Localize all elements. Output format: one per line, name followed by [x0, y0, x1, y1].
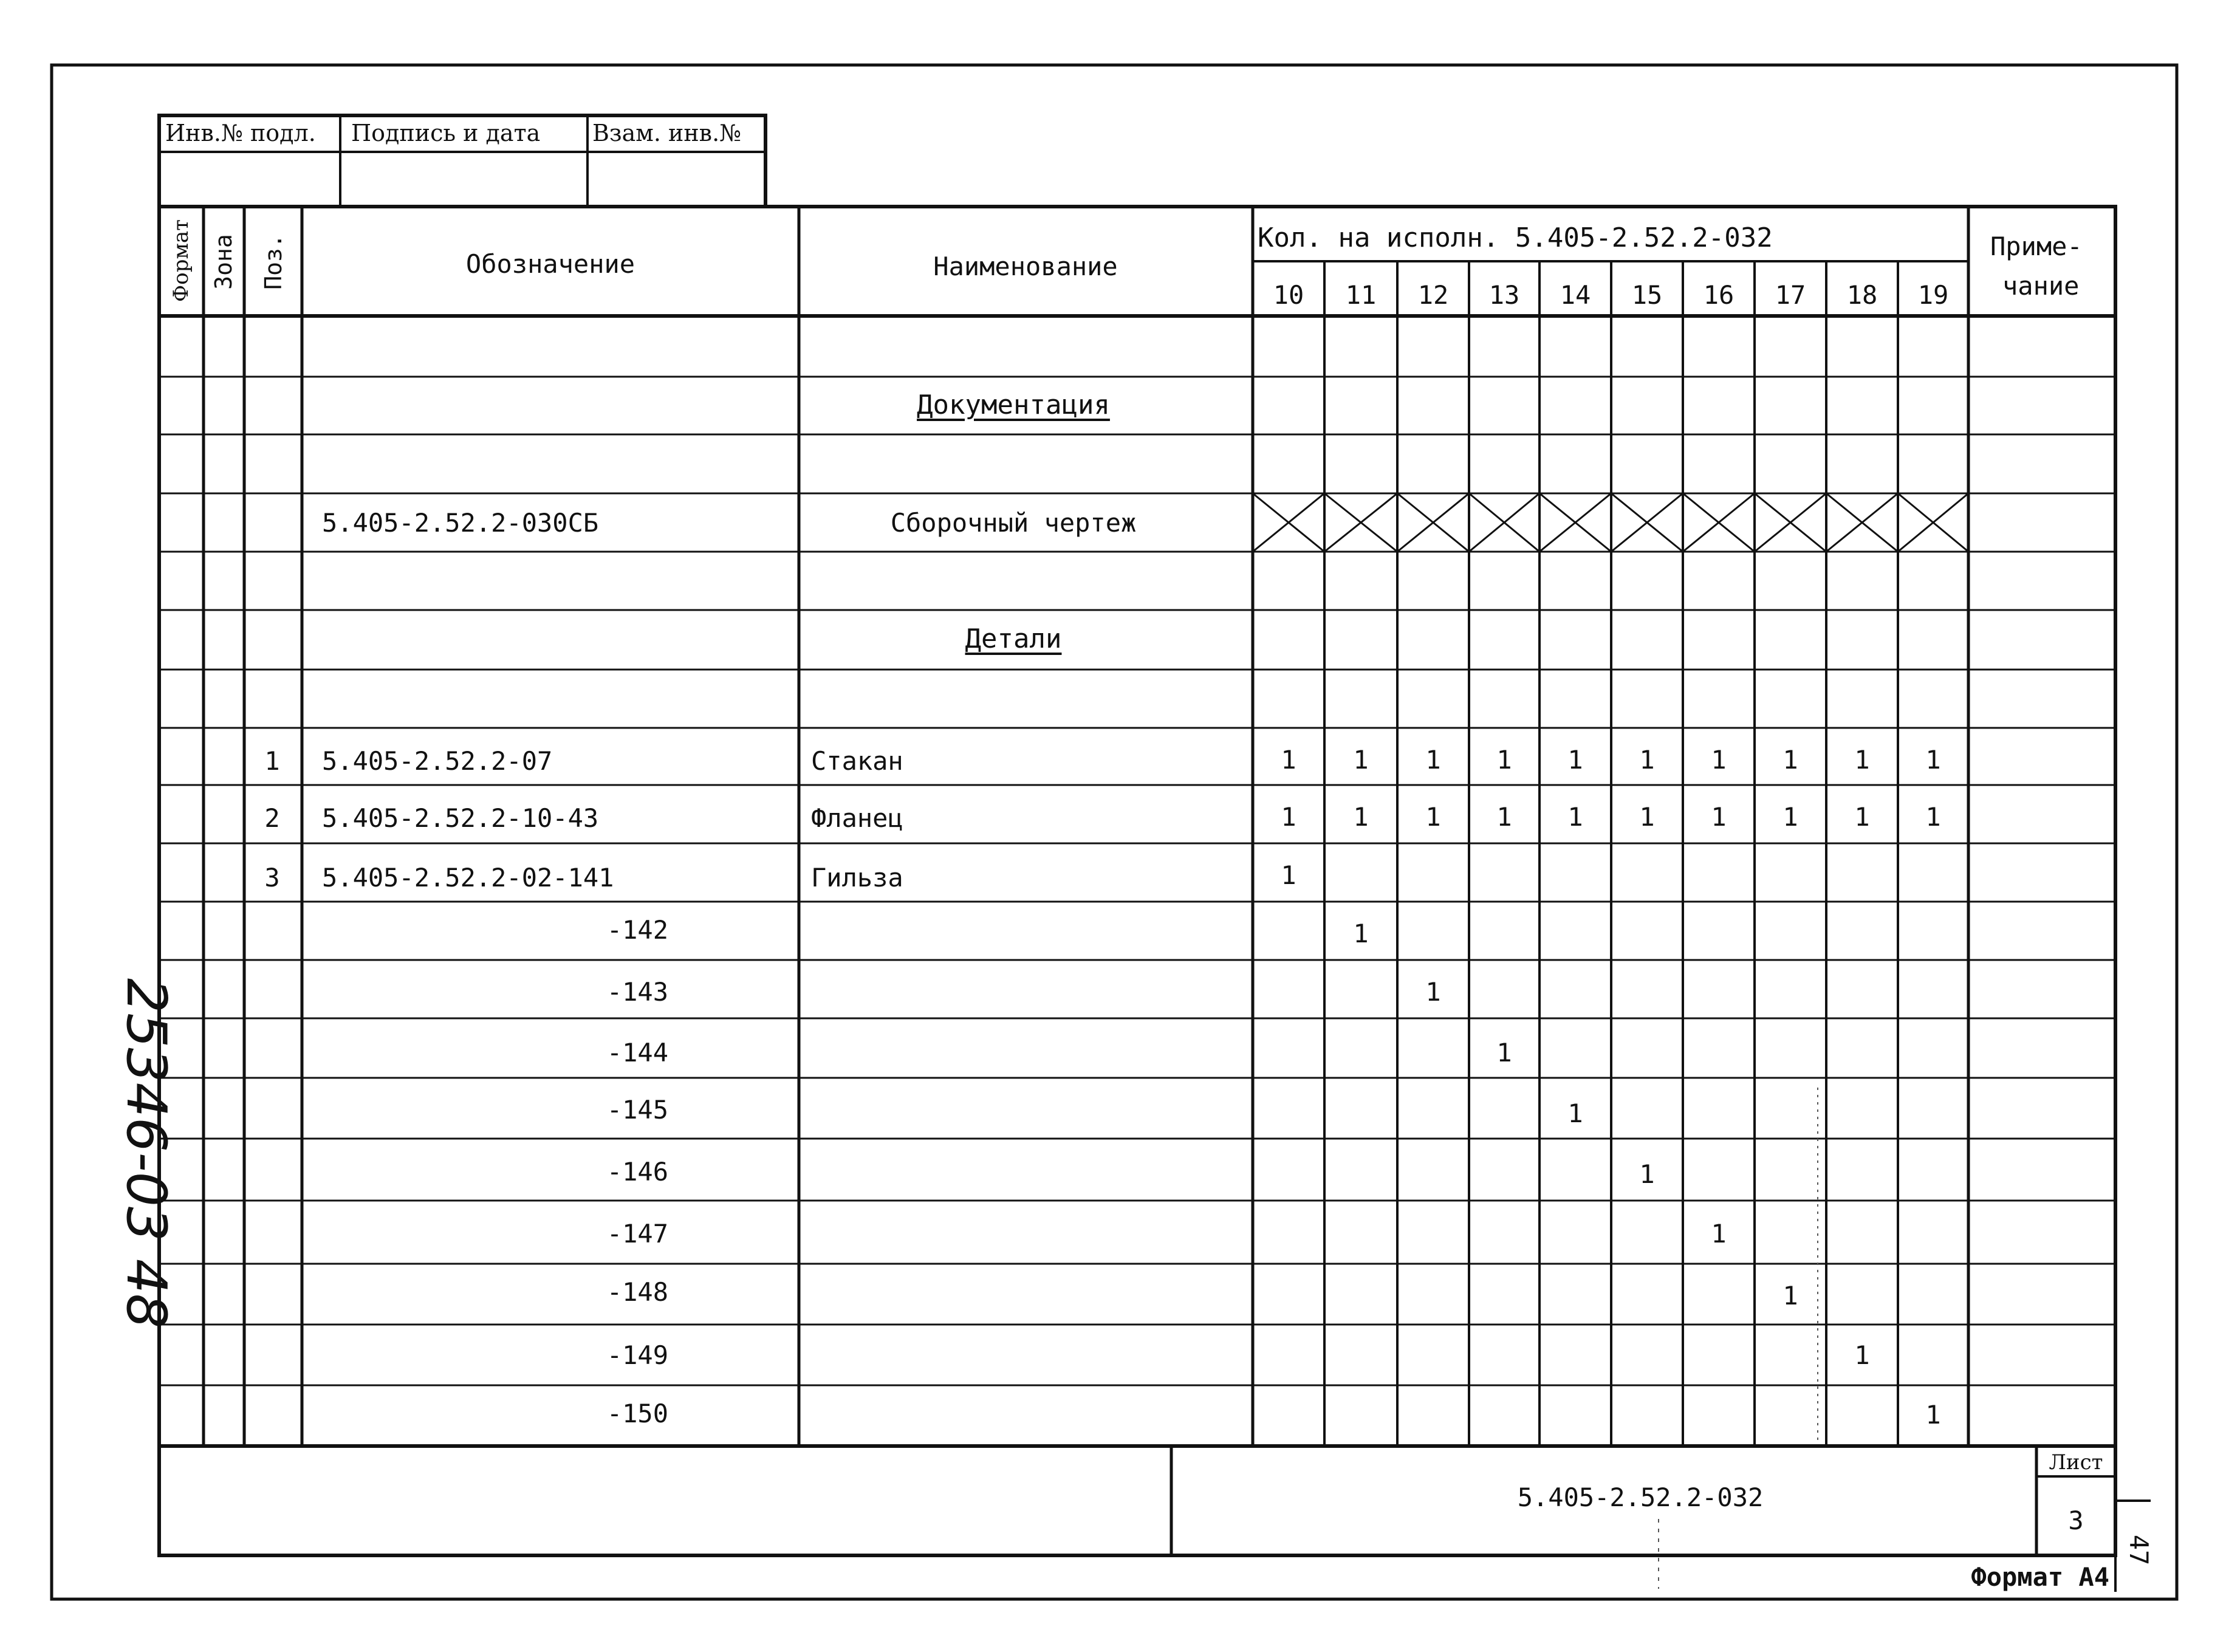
variant-header: 10 [1273, 280, 1304, 310]
row-designation: -146 [606, 1157, 668, 1187]
qty-cell: 1 [1854, 745, 1870, 775]
row-poz: 2 [264, 803, 280, 833]
page-number: 47 [2124, 1534, 2154, 1566]
row-designation: -144 [606, 1038, 668, 1068]
row-designation: 5.405-2.52.2-07 [322, 746, 553, 776]
variant-header: 15 [1631, 280, 1663, 310]
section-documentation: Документация [917, 389, 1110, 420]
qty-cell: 1 [1925, 745, 1941, 775]
format-label: Формат А4 [1971, 1562, 2109, 1592]
list-number: 3 [2068, 1506, 2084, 1535]
header-kol-title: Кол. на исполн. 5.405-2.52.2-032 [1258, 222, 1773, 253]
title-block-frame [159, 1446, 2154, 1592]
header-primech-2: чание [2002, 271, 2080, 301]
variant-header: 13 [1488, 280, 1520, 310]
row-designation: -147 [606, 1219, 668, 1249]
row-designation: 5.405-2.52.2-10-43 [322, 803, 599, 833]
variant-header: 11 [1345, 280, 1377, 310]
row-name: Стакан [811, 746, 903, 776]
row-poz: 1 [264, 746, 280, 776]
qty-cell: 1 [1854, 802, 1870, 832]
variant-header: 12 [1417, 280, 1449, 310]
stamp-inv-podl: Инв.№ подл. [165, 120, 316, 146]
row-designation: -150 [606, 1399, 668, 1428]
qty-cell: 1 [1639, 745, 1655, 775]
handwritten-number: 25346-03 48 [114, 978, 178, 1329]
stamp-podpis-data: Подпись и дата [351, 120, 541, 146]
row-designation: -142 [606, 915, 668, 945]
qty-cell: 1 [1783, 802, 1798, 832]
qty-cell: 1 [1496, 745, 1512, 775]
qty-cell: 1 [1496, 802, 1512, 832]
list-label: Лист [2049, 1450, 2103, 1475]
header-oboznachenie: Обозначение [465, 249, 635, 279]
qty-cell: 1 [1567, 745, 1583, 775]
row-designation: -149 [606, 1340, 668, 1370]
qty-cell: 1 [1425, 802, 1441, 832]
variant-header: 18 [1846, 280, 1878, 310]
stamp-vzam-inv: Взам. инв.№ [592, 120, 742, 146]
row-designation: -148 [606, 1277, 668, 1307]
variant-header: 16 [1703, 280, 1735, 310]
section-details: Детали [965, 623, 1062, 654]
qty-cell: 1 [1281, 745, 1296, 775]
qty-cell: 1 [1711, 745, 1727, 775]
header-zona: Зона [210, 234, 237, 290]
row-poz: 3 [264, 863, 280, 893]
qty-cell: 1 [1281, 802, 1296, 832]
qty-cell: 1 [1783, 745, 1798, 775]
variant-header: 14 [1560, 280, 1591, 310]
row-name: Фланец [811, 803, 903, 833]
qty-cell: 1 [1353, 802, 1369, 832]
qty-cell: 1 [1639, 802, 1655, 832]
qty-cell: 1 [1425, 977, 1441, 1007]
qty-cell: 1 [1496, 1038, 1512, 1068]
qty-cell: 1 [1425, 745, 1441, 775]
document-code: 5.405-2.52.2-032 [1517, 1482, 1764, 1512]
row-name: Сборочный чертеж [890, 508, 1137, 538]
qty-cell: 1 [1783, 1281, 1798, 1311]
row-designation: -145 [606, 1095, 668, 1125]
variant-header: 19 [1917, 280, 1949, 310]
qty-cell: 1 [1281, 860, 1296, 890]
qty-cell: 1 [1567, 802, 1583, 832]
variant-header: 17 [1775, 280, 1806, 310]
qty-cell: 1 [1567, 1098, 1583, 1128]
header-poz: Поз. [260, 234, 287, 290]
qty-cell: 1 [1711, 802, 1727, 832]
qty-cell: 1 [1711, 1219, 1727, 1249]
qty-cell: 1 [1854, 1340, 1870, 1370]
row-designation: 5.405-2.52.2-030СБ [322, 508, 599, 538]
row-designation: -143 [606, 977, 668, 1007]
qty-cell: 1 [1925, 1400, 1941, 1430]
qty-cell: 1 [1353, 919, 1369, 948]
header-naimenovanie: Наименование [933, 252, 1118, 281]
row-name: Гильза [811, 863, 903, 893]
header-format: Формат [169, 219, 193, 302]
row-designation: 5.405-2.52.2-02-141 [322, 863, 614, 893]
qty-cell: 1 [1353, 745, 1369, 775]
qty-cell: 1 [1639, 1159, 1655, 1189]
qty-cell: 1 [1925, 802, 1941, 832]
header-primech-1: Приме- [1990, 231, 2083, 261]
